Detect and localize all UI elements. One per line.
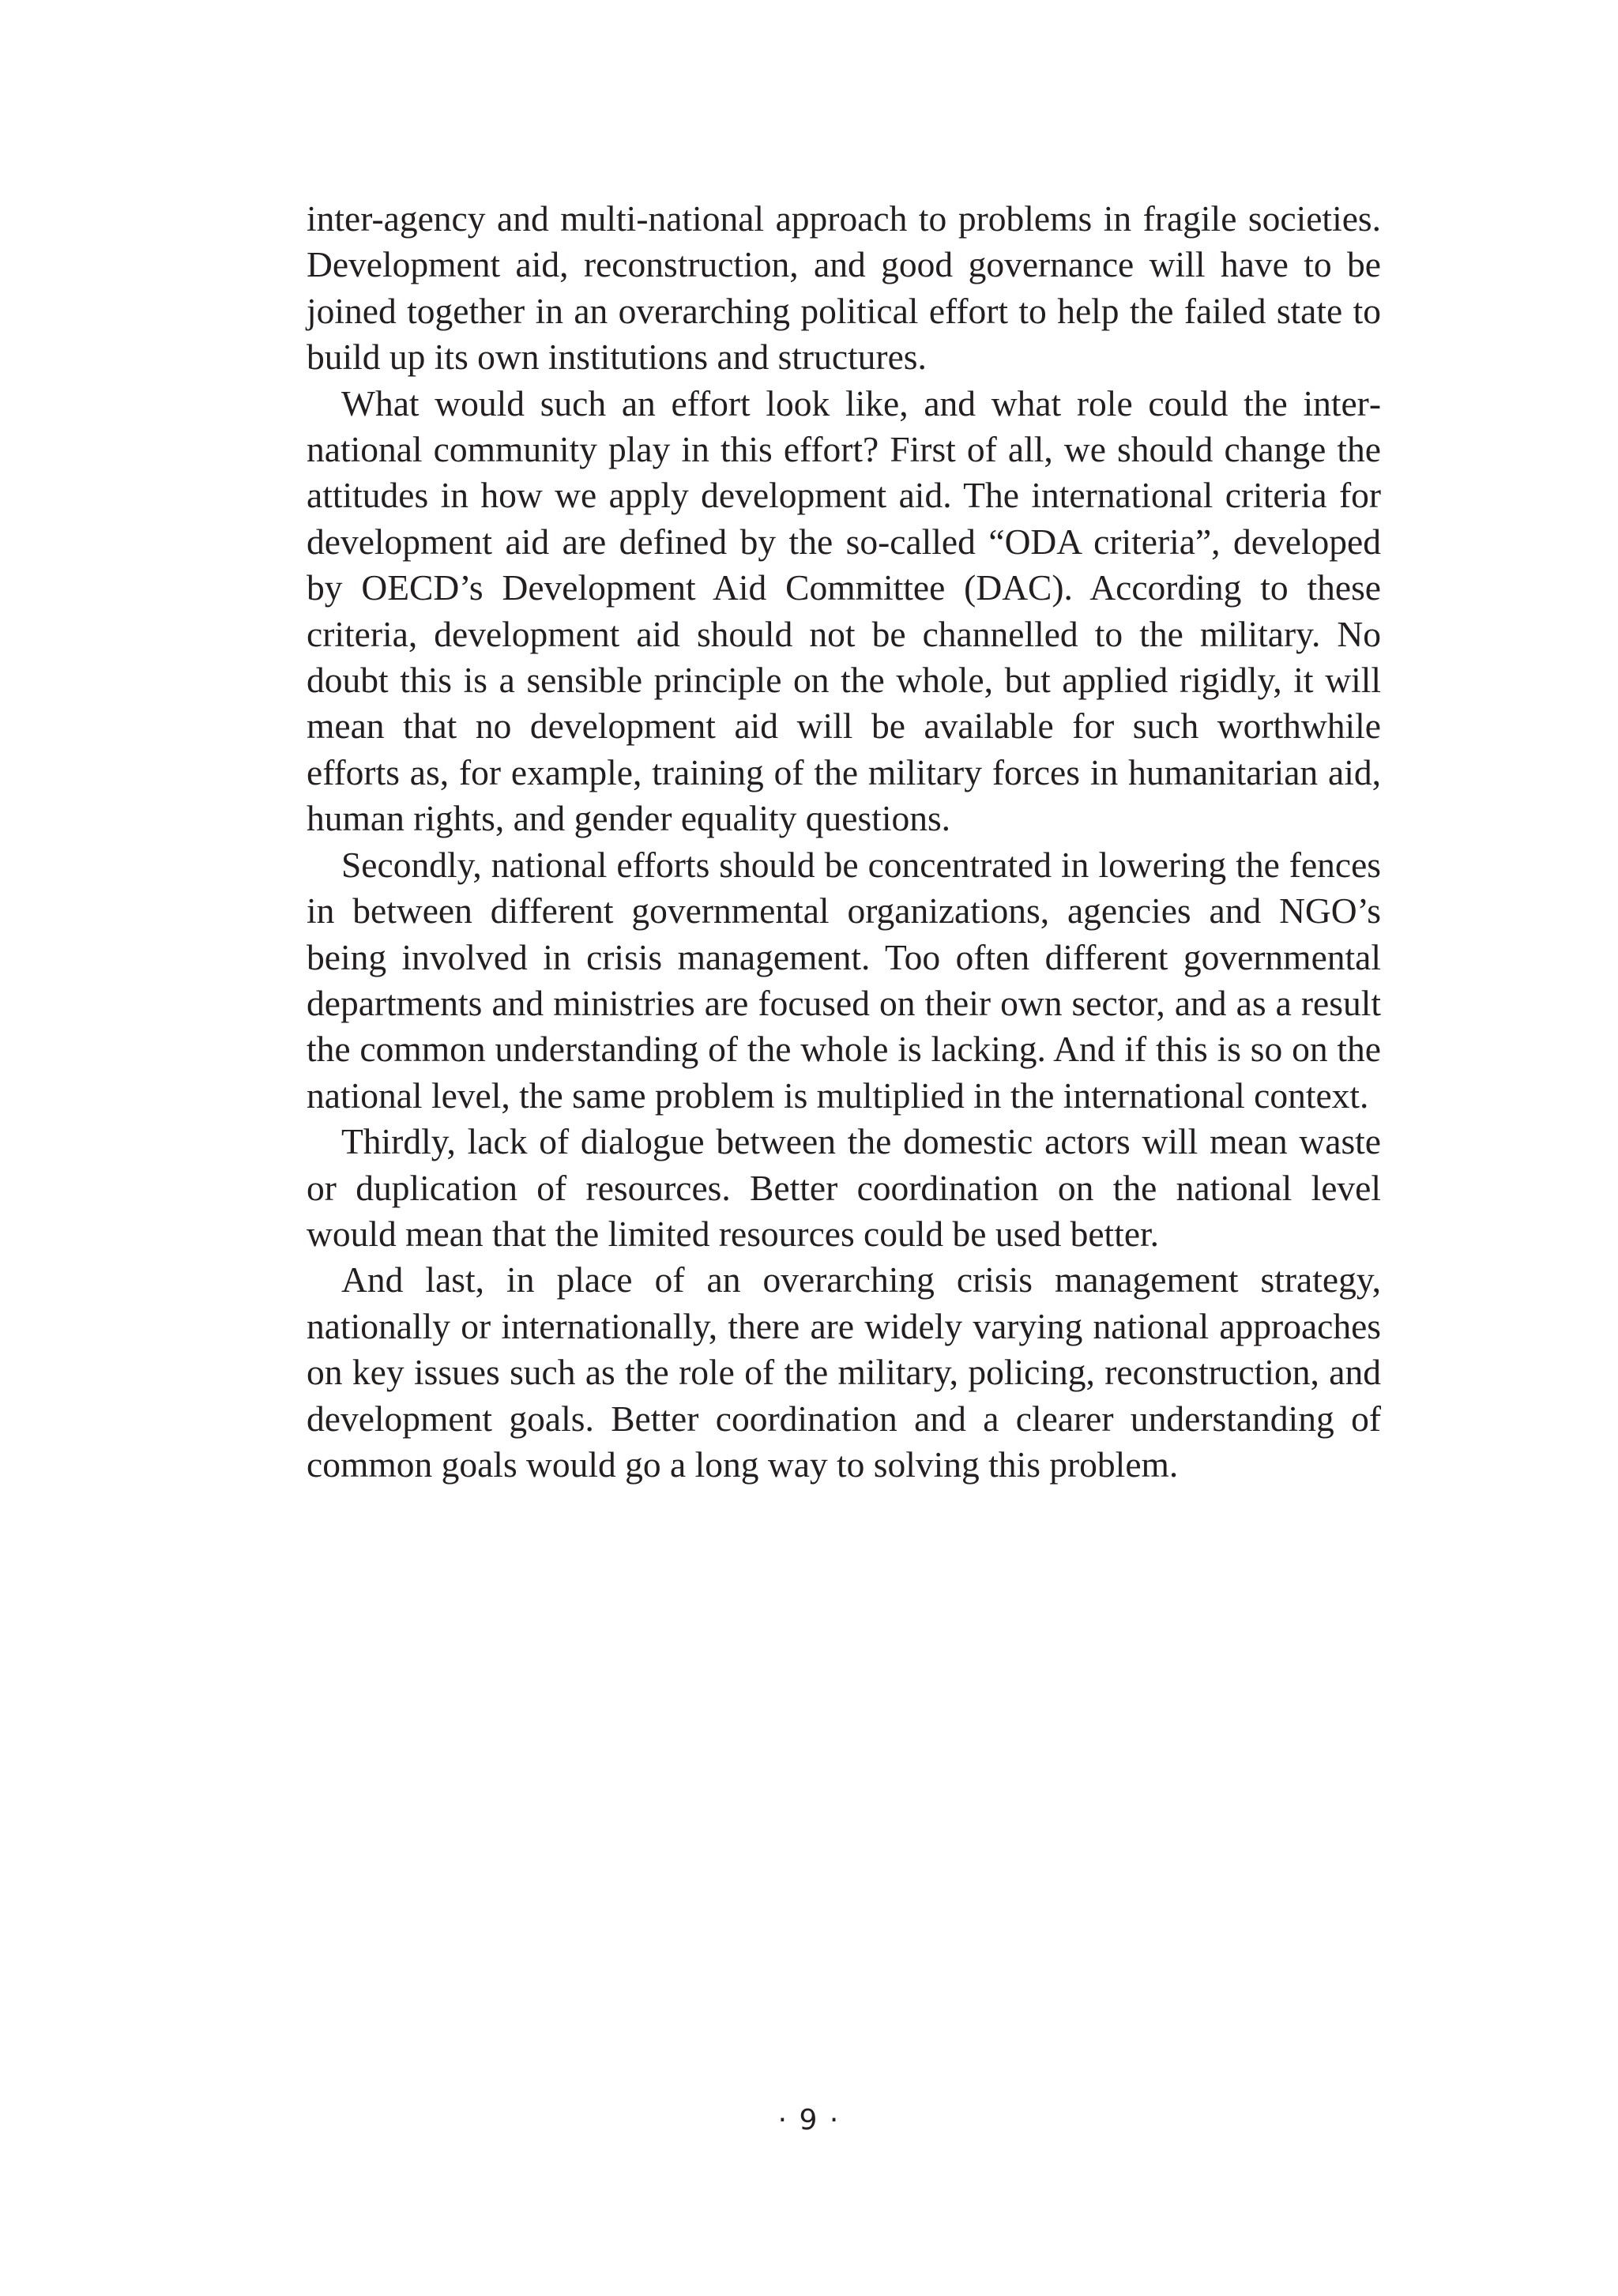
- paragraph-effort-question: What would such an effort look like, and what role could the international community play in this effort? First of all, we should change the attitudes in how we apply development aid. The international criteria for development aid are defined by the so-called “ODA criteria”, developed by OECD’s Development Aid Committee (DAC). According to these criteria, development aid should not be channelled to the military. No doubt this is a sensible principle on the whole, but applied rigidly, it will mean that no development aid will be available for such worthwhile efforts as, for example, training of the military forces in humanitarian aid, human rights, and gender equality questions.: [307, 382, 1381, 839]
- paragraph-secondly: Secondly, national efforts should be concentrated in lowering the fences in between different governmental organizations, agencies and NGO’s being involved in crisis management. Too often different governmental departments and ministries are focused on their own sector, and as a result the common understanding of the whole is lacking. And if this is so on the national level, the same problem is multiplied in the international context.: [307, 844, 1381, 1116]
- paragraph-last: And last, in place of an overarching crisis management strategy, nationally or internationally, there are widely varying national approaches on key issues such as the role of the military, policing, reconstruction, and development goals. Better coordination and a clearer understanding of common goals would go a long way to solving this problem.: [307, 1259, 1381, 1485]
- page-number: · 9 ·: [777, 2104, 841, 2136]
- paragraph-continuation: inter-agency and multi-national approach to problems in fragile societies. Development aid, reconstruction, and good governance will have to be joined together in an overarching political effort to help the failed state to build up its own institutions and structures.: [307, 198, 1381, 378]
- body-text: [307, 196, 1381, 1488]
- paragraph-thirdly: Thirdly, lack of dialogue between the domestic actors will mean waste or duplication of resources. Better coordination on the national level would mean that the limited resources could be used better.: [307, 1121, 1381, 1254]
